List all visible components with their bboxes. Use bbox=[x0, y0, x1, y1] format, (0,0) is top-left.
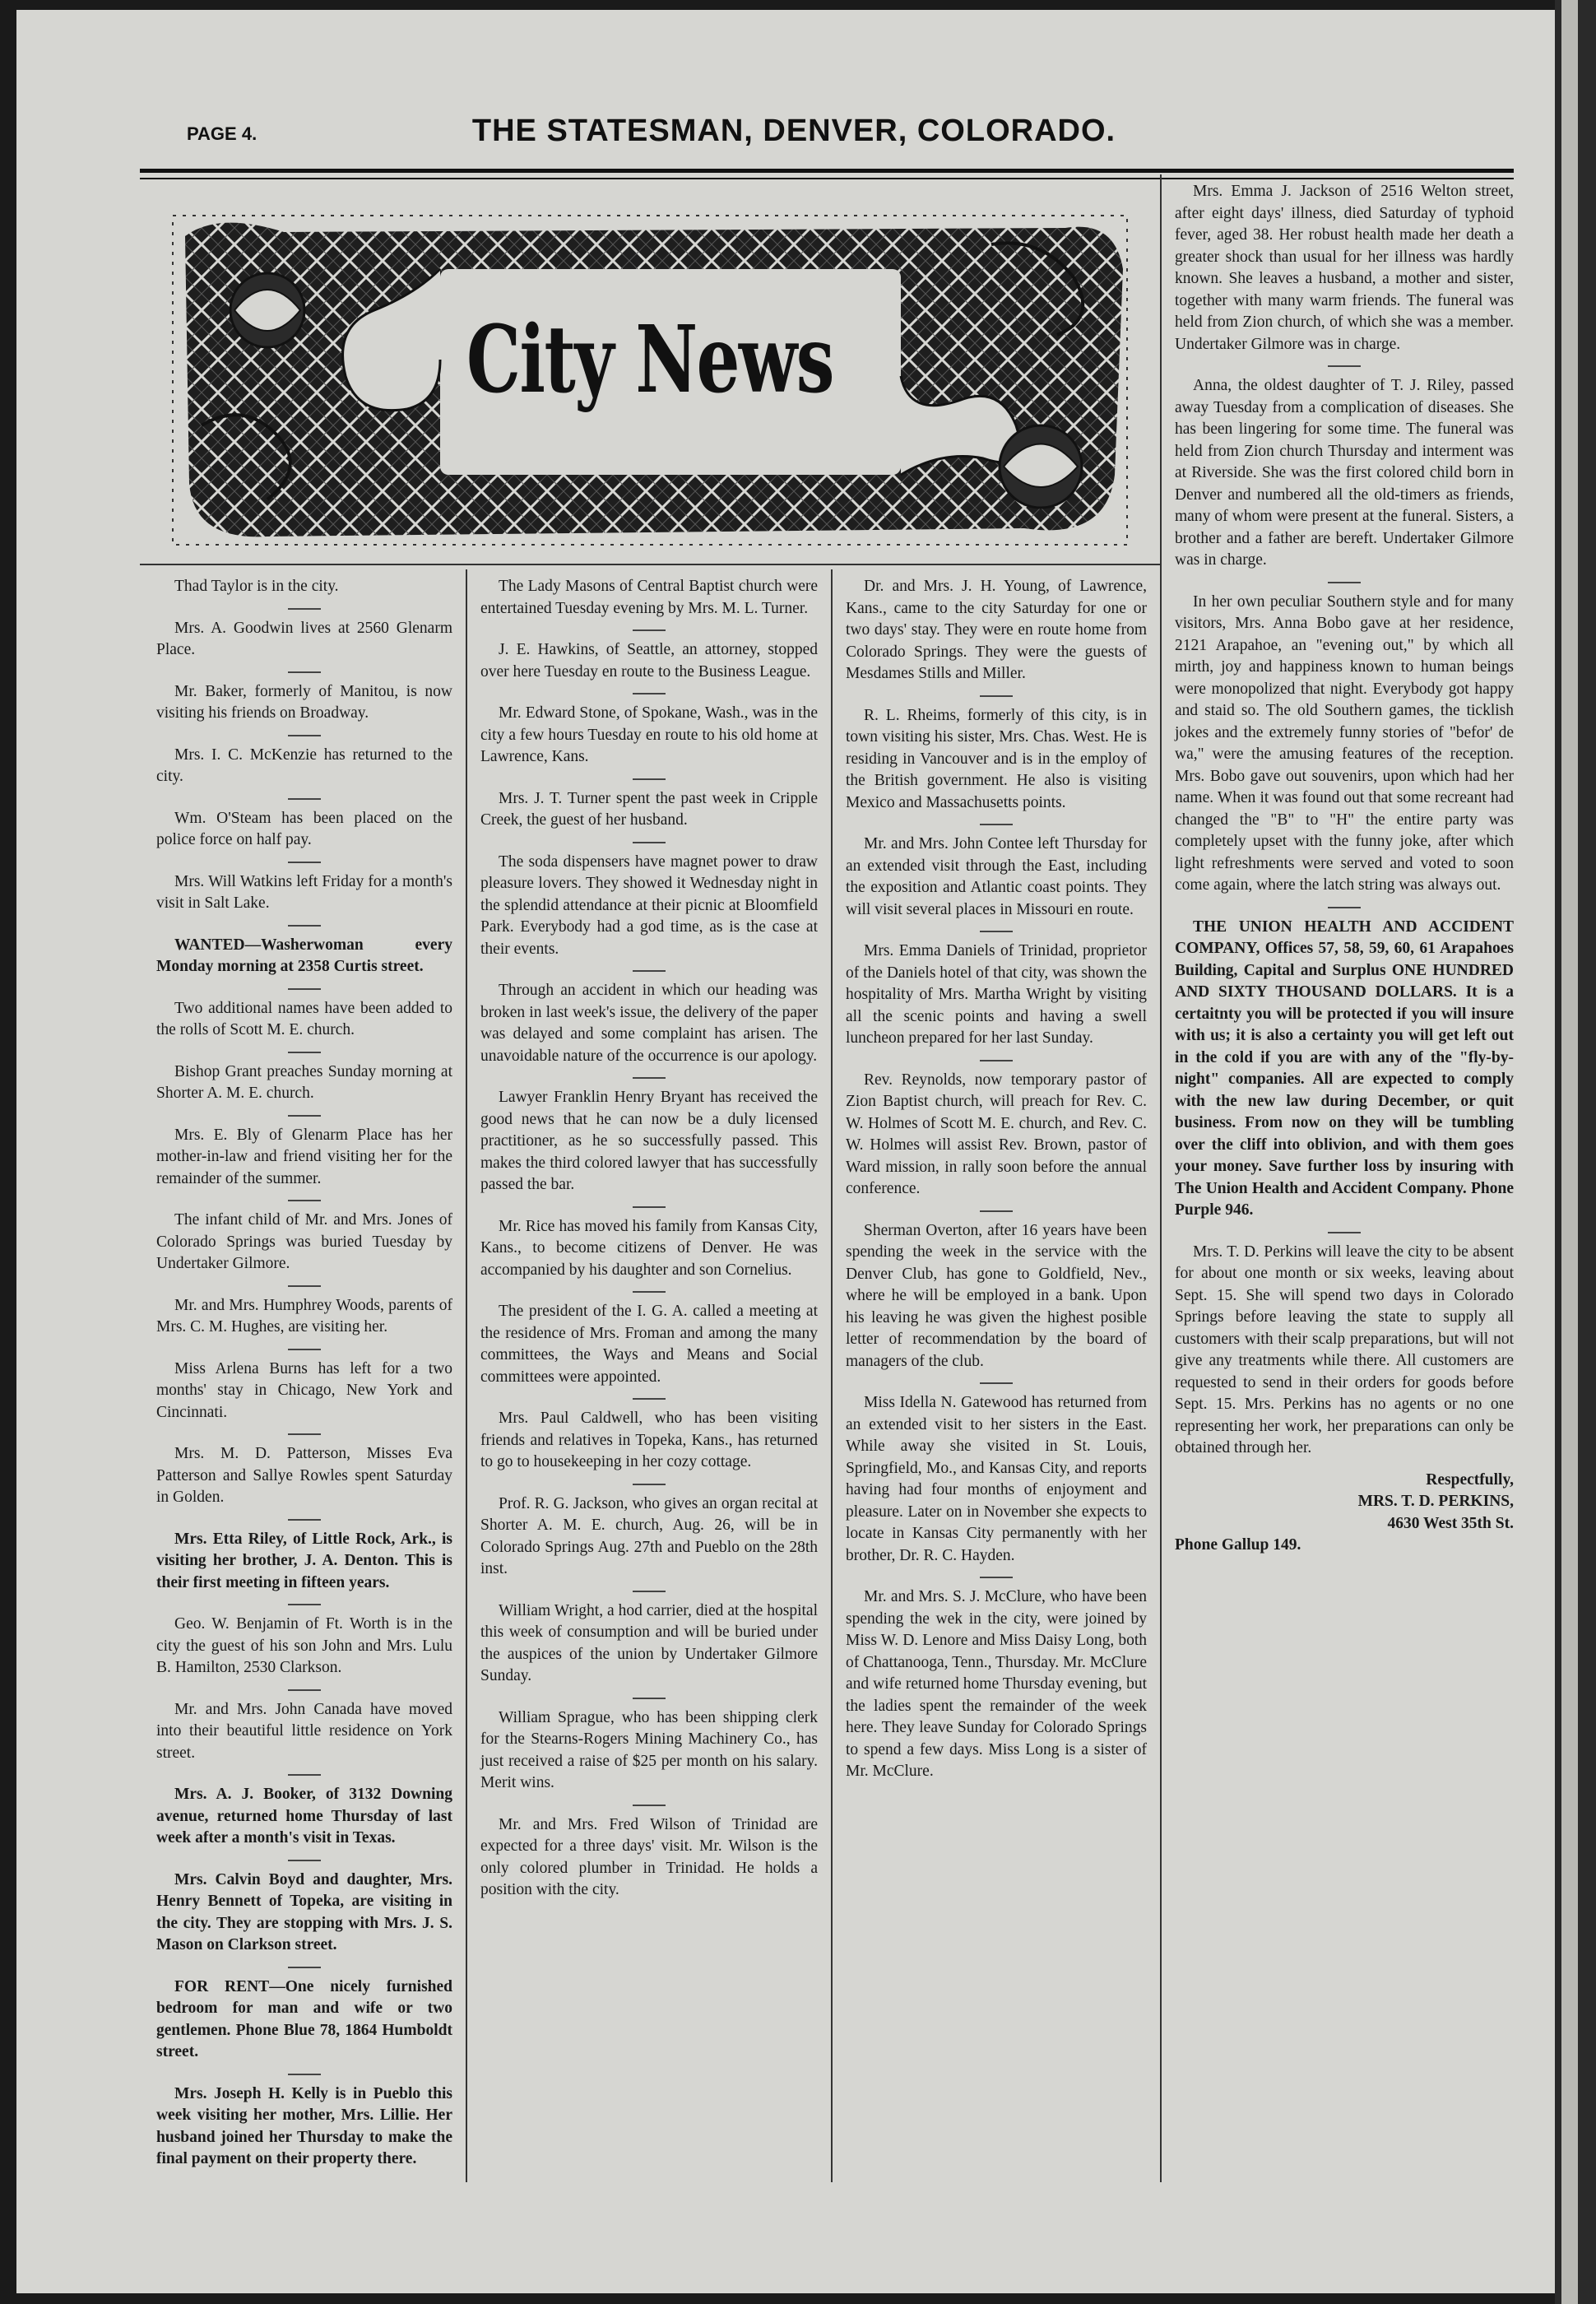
news-item: Mr. and Mrs. John Contee left Thursday for an extended visit through the East, including the exposition and Atlantic coast points. They will visit several places in Missouri en route. bbox=[846, 835, 1147, 918]
news-item: Lawyer Franklin Henry Bryant has received the good news that he can now be a duly licensed practitioner, as he so successfully passed. This makes the third colored lawyer that has successfully passed the bar. bbox=[480, 1089, 818, 1193]
news-item: MRS. T. D. PERKINS, bbox=[1357, 1493, 1514, 1510]
news-item: The soda dispensers have magnet power to draw pleasure lovers. They showed it Wednesday night in the splendid attendance at their picnic at Bloomfield Park. Everybody had a god time, as is the case at their events. bbox=[480, 852, 818, 958]
masthead-rule-thick bbox=[140, 169, 1514, 173]
item-separator bbox=[1328, 907, 1361, 908]
news-item: Mr. and Mrs. S. J. McClure, who have been spending the wek in the city, were joined by Miss W. D. Lenore and Miss Daisy Long, both of Chattanooga, Tenn., Thursday. Mr. McClure and wife returned home Thursday evening, but the ladies spent the remainder of the week here. They leave Sunday for Colorado Springs to spend a few days. Miss Long is a sister of Mr. McClure. bbox=[846, 1588, 1148, 1780]
news-item: Phone Gallup 149. bbox=[1175, 1536, 1301, 1554]
item-separator bbox=[288, 1967, 321, 1968]
news-item: Mrs. A. J. Booker, of 3132 Downing avenue, returned home Thursday of last week after a month's visit in Texas. bbox=[156, 1786, 452, 1846]
item-separator bbox=[1328, 582, 1361, 583]
item-separator bbox=[633, 1484, 666, 1485]
news-item: Sherman Overton, after 16 years have been spending the week in the service with the Denver Club, has gone to Goldfield, Nev., where he will be employed in a bank. Upon his leaving he was given the highest posible letter of recommendation by the board of managers of the club. bbox=[846, 1221, 1147, 1370]
item-separator bbox=[288, 1519, 321, 1521]
news-item: Mrs. Emma J. Jackson of 2516 Welton street, after eight days' illness, died Saturday of typhoid fever, aged 38. Her robust health made her death a greater shock than usual for her illness was hardly known. She leaves a husband, a mother and sister, together with many warm friends. The funeral was held from Zion church, of which she was a member. Undertaker Gilmore was in charge. bbox=[1175, 183, 1514, 353]
news-item: Mrs. E. Bly of Glenarm Place has her mother-in-law and friend visiting her for the remainder of the summer. bbox=[156, 1126, 452, 1187]
page-label: PAGE 4. bbox=[187, 123, 257, 144]
item-separator bbox=[288, 1433, 321, 1435]
news-item: Rev. Reynolds, now temporary pastor of Zion Baptist church, will preach for Rev. C. W. Holmes of Scott M. E. church, and Rev. C. W. Holmes will assist Rev. Brown, pastor of Ward mission, in rally soon before the annual conference. bbox=[846, 1071, 1147, 1197]
item-separator bbox=[1328, 365, 1361, 367]
news-item: Bishop Grant preaches Sunday morning at Shorter A. M. E. church. bbox=[156, 1062, 452, 1102]
item-separator bbox=[288, 735, 321, 736]
item-separator bbox=[288, 1115, 321, 1117]
item-separator bbox=[633, 693, 666, 694]
news-column-1 bbox=[156, 576, 452, 2181]
item-separator bbox=[288, 1604, 321, 1605]
scan-edge bbox=[1555, 0, 1596, 2304]
news-item: FOR RENT—One nicely furnished bedroom for man and wife or two gentlemen. Phone Blue 78, 1864 Humboldt street. bbox=[156, 1977, 452, 2060]
item-separator bbox=[288, 1349, 321, 1350]
news-item: Wm. O'Steam has been placed on the police force on half pay. bbox=[156, 809, 452, 848]
column-divider bbox=[466, 569, 467, 2182]
news-item: In her own peculiar Southern style and for many visitors, Mrs. Anna Bobo gave at her residence, 2121 Arapahoe, an "evening out," by which all mirth, joy and happiness known to human beings were monopolized that night. Everybody got happy and staid so. The old Southern games, the ticklish jokes and the extremely funny stories of "befor' de wa," were the amusing features of the reception. Mrs. Bobo gave out souvenirs, upon which had her name. When it was found out that some recreant had changed the "B" to "H" the entire party was completely upset with the funny joke, after which light refreshments were served and voted to soon come again, where the latch string was always out. bbox=[1175, 592, 1514, 894]
item-separator bbox=[288, 988, 321, 990]
news-item: Thad Taylor is in the city. bbox=[174, 578, 339, 595]
banner-bottom-rule bbox=[140, 564, 1160, 565]
item-separator bbox=[633, 1077, 666, 1079]
city-news-banner bbox=[169, 211, 1131, 549]
item-separator bbox=[633, 1291, 666, 1293]
news-item: Mrs. A. Goodwin lives at 2560 Glenarm Place. bbox=[156, 619, 452, 658]
item-separator bbox=[288, 2074, 321, 2075]
news-item: The infant child of Mr. and Mrs. Jones of Colorado Springs was buried Tuesday by Undertaker Gilmore. bbox=[156, 1211, 452, 1272]
masthead-rule-thin bbox=[140, 178, 1514, 179]
item-separator bbox=[633, 629, 666, 631]
item-separator bbox=[1328, 1232, 1361, 1233]
news-item: The president of the I. G. A. called a meeting at the residence of Mrs. Froman and among the many committees, the Ways and Means and Social committees were appointed. bbox=[480, 1303, 818, 1386]
news-item: Dr. and Mrs. J. H. Young, of Lawrence, Kans., came to the city Saturday for one or two days' stay. They were en route home from Colorado Springs. They were the guests of Mesdames Stills and Miller. bbox=[846, 578, 1147, 682]
item-separator bbox=[980, 824, 1013, 825]
news-item: R. L. Rheims, formerly of this city, is in town visiting his sister, Mrs. Chas. West. He is residing in Vancouver and is in the employ of the British government. He also is visiting Mexico and Massachusetts points. bbox=[846, 706, 1147, 811]
news-item: Mrs. Joseph H. Kelly is in Pueblo this week visiting her mother, Mrs. Lillie. Her husband joined her Thursday to make the final payment on their property there. bbox=[156, 2084, 452, 2167]
item-separator bbox=[980, 1210, 1013, 1212]
column-divider bbox=[831, 569, 833, 2182]
item-separator bbox=[288, 1200, 321, 1201]
item-separator bbox=[633, 1398, 666, 1400]
news-item: Two additional names have been added to the rolls of Scott M. E. church. bbox=[156, 999, 452, 1038]
news-item: Mr. and Mrs. Humphrey Woods, parents of Mrs. C. M. Hughes, are visiting her. bbox=[156, 1296, 452, 1335]
news-item: Mr. and Mrs. Fred Wilson of Trinidad are expected for a three days' visit. Mr. Wilson is the only colored plumber in Trinidad. He holds a position with the city. bbox=[480, 1815, 818, 1898]
news-item: Through an accident in which our heading was broken in last week's issue, the delivery of the paper was delayed and some complaint has arisen. The unavoidable nature of the occurrence is our apology. bbox=[480, 982, 818, 1065]
item-separator bbox=[633, 1206, 666, 1208]
item-separator bbox=[288, 798, 321, 800]
masthead bbox=[16, 109, 1571, 166]
item-separator bbox=[633, 842, 666, 843]
item-separator bbox=[980, 1577, 1013, 1578]
news-item: 4630 West 35th St. bbox=[1387, 1514, 1514, 1532]
news-item: Mrs. Etta Riley, of Little Rock, Ark., is visiting her brother, J. A. Denton. This is their first meeting in fifteen years. bbox=[156, 1530, 452, 1591]
news-item: Mrs. Calvin Boyd and daughter, Mrs. Henry Bennett of Topeka, are visiting in the city. They are stopping with Mrs. J. S. Mason on Clarkson street. bbox=[156, 1870, 452, 1953]
news-item: Geo. W. Benjamin of Ft. Worth is in the city the guest of his son John and Mrs. Lulu B. Hamilton, 2530 Clarkson. bbox=[156, 1615, 452, 1676]
news-item: Mrs. T. D. Perkins will leave the city to be absent for about one month or six weeks, leaving about Sept. 15. She will spend two days in Colorado Springs before leaving the state to supply all customers with their scalp preparations, but will not give any treatments while there. All customers are requested to send in their orders for goods before Sept. 15. Mrs. Perkins has no agents or no one representing her work, her preparations can only be obtained through her. bbox=[1175, 1243, 1514, 1456]
item-separator bbox=[633, 1805, 666, 1806]
item-separator bbox=[980, 1060, 1013, 1061]
news-item: Mrs. Emma Daniels of Trinidad, proprietor of the Daniels hotel of that city, was shown the hospitality of Mrs. Martha Wright by visiting all the scenic points and having a swell luncheon prepared for her last Sunday. bbox=[846, 942, 1147, 1047]
news-item: Mrs. I. C. McKenzie has returned to the city. bbox=[156, 746, 452, 785]
item-separator bbox=[288, 1052, 321, 1053]
news-item: Miss Arlena Burns has left for a two months' stay in Chicago, New York and Cincinnati. bbox=[156, 1359, 452, 1421]
news-item: Mr. Edward Stone, of Spokane, Wash., was in the city a few hours Tuesday en route to his old home at Lawrence, Kans. bbox=[480, 704, 818, 765]
item-separator bbox=[980, 931, 1013, 932]
item-separator bbox=[633, 1698, 666, 1699]
news-item: Anna, the oldest daughter of T. J. Riley, passed away Tuesday from a complication of diseases. She has been lingering for some time. The funeral was held from Zion church Thursday and interment was at Riverside. She was the first colored child born in Denver and numbered all the old-timers as friends, many of whom were present at the funeral. Sisters, a brother and a father are bereft. Undertaker Gilmore was in charge. bbox=[1175, 377, 1514, 569]
item-separator bbox=[980, 695, 1013, 697]
paper-title: THE STATESMAN, DENVER, COLORADO. bbox=[471, 114, 1116, 148]
news-item: Miss Idella N. Gatewood has returned from an extended visit to her sisters in the East. While away she visited in St. Louis, Springfield, Mo., and Kansas City, and reports having had four months of enjoyment and pleasure. Later on in November she expects to locate in Kansas City permanently with her brother, Dr. R. C. Hayden. bbox=[846, 1394, 1147, 1564]
item-separator bbox=[288, 671, 321, 673]
news-item: Mrs. M. D. Patterson, Misses Eva Patterson and Sallye Rowles spent Saturday in Golden. bbox=[156, 1445, 452, 1506]
news-item: THE UNION HEALTH AND ACCIDENT COMPANY, Offices 57, 58, 59, 60, 61 Arapahoes Building, Capital and Surplus ONE HUNDRED AND SIXTY THOUSAND DOLLARS. It is a certaitnty you will be protected if you will insure with us; it is also a certainty you will get left out in the cold if you are with any of the "fly-by-night" companies. All are expected to comply with the new law during December, or quit business. From now on they will be tumbling over the cliff into oblivion, and with them goes your money. Save further loss by insuring with The Union Health and Accident Company. Phone Purple 946. bbox=[1175, 917, 1514, 1219]
news-item: William Wright, a hod carrier, died at the hospital this week of consumption and will be buried under the auspices of the union by Undertaker Gilmore Sunday. bbox=[480, 1601, 818, 1684]
news-item: Mrs. Will Watkins left Friday for a month's visit in Salt Lake. bbox=[156, 872, 452, 912]
news-column-2 bbox=[480, 576, 818, 1911]
news-item: William Sprague, who has been shipping clerk for the Stearns-Rogers Mining Machinery Co., has just received a raise of $25 per month on his salary. Merit wins. bbox=[480, 1708, 818, 1791]
section-title: City News bbox=[466, 306, 833, 414]
news-column-4 bbox=[1175, 181, 1514, 1557]
item-separator bbox=[633, 1591, 666, 1592]
item-separator bbox=[288, 1774, 321, 1776]
item-separator bbox=[980, 1382, 1013, 1384]
item-separator bbox=[288, 862, 321, 863]
column-divider bbox=[1160, 174, 1162, 2182]
news-item: Respectfully, bbox=[1426, 1470, 1514, 1489]
item-separator bbox=[288, 925, 321, 927]
item-separator bbox=[633, 970, 666, 972]
newspaper-page bbox=[16, 10, 1571, 2293]
news-item: Mr. Baker, formerly of Manitou, is now visiting his friends on Broadway. bbox=[156, 682, 452, 722]
item-separator bbox=[288, 608, 321, 610]
news-item: J. E. Hawkins, of Seattle, an attorney, stopped over here Tuesday en route to the Business League. bbox=[480, 641, 818, 681]
news-item: WANTED—Washerwoman every Monday morning at 2358 Curtis street. bbox=[156, 936, 452, 975]
news-item: Mr. Rice has moved his family from Kansas City, Kans., to become citizens of Denver. He was accompanied by his daughter and son Cornelius. bbox=[480, 1217, 818, 1279]
news-item: Prof. R. G. Jackson, who gives an organ recital at Shorter A. M. E. church, Aug. 26, will be in Colorado Springs Aug. 27th and Pueblo on the 28th inst. bbox=[480, 1494, 818, 1577]
news-column-3 bbox=[846, 576, 1147, 1793]
item-separator bbox=[288, 1860, 321, 1861]
item-separator bbox=[288, 1689, 321, 1691]
news-item: The Lady Masons of Central Baptist church were entertained Tuesday evening by Mrs. M. L. Turner. bbox=[480, 578, 818, 617]
news-item: Mrs. Paul Caldwell, who has been visiting friends and relatives in Topeka, Kans., has returned to go to housekeeping in her cozy cottage. bbox=[480, 1410, 818, 1470]
news-item: Mrs. J. T. Turner spent the past week in Cripple Creek, the guest of her husband. bbox=[480, 789, 818, 829]
item-separator bbox=[288, 1285, 321, 1287]
news-item: Mr. and Mrs. John Canada have moved into their beautiful little residence on York street. bbox=[156, 1700, 452, 1762]
item-separator bbox=[633, 778, 666, 780]
